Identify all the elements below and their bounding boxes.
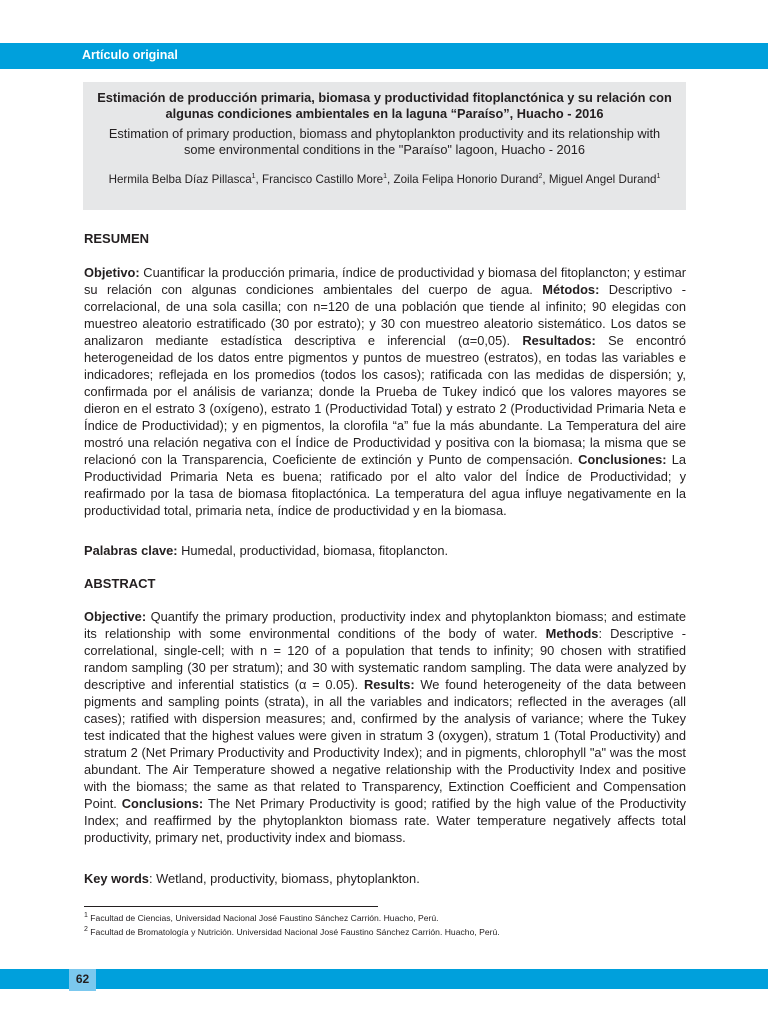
key-words-label: Key words bbox=[84, 871, 149, 886]
resumen-body bbox=[84, 264, 686, 519]
footnote-text: Facultad de Bromatología y Nutrición. Universidad Nacional José Faustino Sánchez Carrión. Huacho, Perú. bbox=[87, 926, 500, 937]
objetivo-text: Cuantificar la producción primaria, índice de productividad y biomasa del fitoplancton; y estimar su relación con algunas condiciones ambientales del cuerpo de agua. bbox=[84, 265, 686, 297]
footnote-2 bbox=[84, 924, 500, 938]
conclusions-label: Conclusions: bbox=[121, 796, 209, 811]
conclusions-text: The Net Primary Productivity is good; ratified by the high value of the Productivity Index; and reaffirmed by the phytoplankton biomass rate. Water temperature negatively affects total productivity, primary net, productivity index and biomass. bbox=[84, 796, 686, 845]
author-affiliation: 2 bbox=[538, 173, 543, 180]
author-affiliation: 1 bbox=[251, 173, 256, 180]
key-words-text: : Wetland, productivity, biomass, phytoplankton. bbox=[148, 871, 420, 886]
objective-label: Objective: bbox=[84, 609, 151, 624]
methods-label: Methods bbox=[545, 626, 599, 641]
author-name: Miguel Angel Durand bbox=[548, 172, 657, 186]
footnote-1 bbox=[84, 910, 500, 924]
footnotes bbox=[84, 910, 500, 938]
author-affiliation: 1 bbox=[656, 173, 661, 180]
palabras-clave bbox=[84, 542, 686, 559]
footnote-mark: 1 bbox=[84, 912, 88, 919]
page-number-box bbox=[69, 969, 96, 991]
page-number: 62 bbox=[75, 972, 90, 986]
palabras-clave-label: Palabras clave: bbox=[84, 543, 182, 558]
footnote-mark: 2 bbox=[84, 925, 88, 933]
resumen-heading: RESUMEN bbox=[84, 231, 150, 246]
section-banner bbox=[0, 43, 768, 69]
section-label: Artículo original bbox=[82, 48, 178, 62]
results-text: We found heterogeneity of the data between pigments and sampling points (strata), in all the variables and indicators; reflected in the averages (all cases); ratified with dispersion measures; and, confirmed by the analysis of variance; where the Tukey test indicated that the highest values were given in stratum 3 (oxygen), stratum 1 (Total Productivity) and stratum 2 (Net Primary Productivity and Productivity Index); and in pigments, chlorophyll "a" was the most abundant. The Air Temperature showed a negative relationship with the Productivity Index and positive with the biomass; the same as that related to Transparency, Extinction Coefficient and Compensation Point. bbox=[84, 677, 687, 811]
author-name: Hermila Belba Díaz Pillasca bbox=[108, 172, 252, 186]
abstract-body bbox=[84, 608, 686, 846]
author-affiliation: 1 bbox=[383, 173, 388, 180]
resultados-label: Resultados: bbox=[522, 333, 609, 348]
title-english: Estimation of primary production, biomass and phytoplankton productivity and its relationship with some environmental conditions in the "Paraíso" lagoon, Huacho - 2016 bbox=[108, 126, 661, 157]
objetivo-label: Objetivo: bbox=[84, 265, 144, 280]
conclusiones-label: Conclusiones: bbox=[578, 452, 672, 467]
methods-text: : Descriptive - correlational, single-cell; with n = 120 of a population that tends to infinity; 90 chosen with stratified random sampling (30 per stratum); and 30 with systematic random sampling. The data were analyzed by descriptive and inferential statistics (α = 0.05). bbox=[84, 626, 686, 692]
resultados-text: Se encontró heterogeneidad de los datos entre pigmentos y puntos de muestreo (estratos), en todas las variables e indicadores; reflejada en los promedios (todos los casos); ratificada con las medidas de dispersión; y, confirmada por el análisis de varianza; donde la Prueba de Tukey indicó que los valores mayores se dieron en el estrato 3 (oxígeno), estrato 1 (Productividad Total) y estrato 2 (Productividad Primaria Neta e Índice de Productividad); y en pigmentos, la clorofila “a” fue la más abundante. La Temperatura del aire mostró una relación negativa con el Índice de Productividad y positiva con la biomasa; la misma que se relacionó con la Transparencia, Coeficiente de extinción y Punto de compensación. bbox=[84, 333, 686, 467]
results-label: Results: bbox=[364, 677, 421, 692]
author-list: Hermila Belba Díaz Pillasca$^1$, Francisco Castillo More$^1$, Zoila Felipa Honorio Durand$^2$, Miguel Angel Durand$^1$ bbox=[108, 172, 661, 186]
author-name: Francisco Castillo More bbox=[262, 172, 384, 186]
abstract-heading: ABSTRACT bbox=[84, 576, 156, 591]
title-spanish: Estimación de producción primaria, biomasa y productividad fitoplanctónica y su relación con algunas condiciones ambientales en la laguna “Paraíso”, Huacho - 2016 bbox=[97, 90, 672, 121]
footnote-text: Facultad de Ciencias, Universidad Nacional José Faustino Sánchez Carrión. Huacho, Perú. bbox=[87, 912, 439, 923]
objective-text: Quantify the primary production, productivity index and phytoplankton biomass; and estimate its relationship with some environmental conditions of the body of water. bbox=[84, 609, 686, 641]
key-words bbox=[84, 870, 686, 887]
palabras-clave-text: Humedal, productividad, biomasa, fitoplancton. bbox=[181, 543, 449, 558]
footer-band bbox=[0, 969, 768, 989]
metodos-text: Descriptivo - correlacional, de una sola casilla; con n=120 de una población que tiende al infinito; 90 elegidas con muestreo aleatorio estratificado (30 por estrato); y 30 con muestreo aleatorio sistemático. Los datos se analizaron mediante estadística descriptiva e inferencial (α=0,05). bbox=[84, 282, 686, 348]
conclusiones-text: La Productividad Primaria Neta es buena; ratificado por el alto valor del Índice de Productividad; y reafirmado por la tasa de biomasa fitoplactónica. La temperatura del agua influye negativamente en la productividad total, primaria neta, índice de productividad y en la biomasa. bbox=[84, 452, 686, 518]
metodos-label: Métodos: bbox=[542, 282, 609, 297]
footnote-divider bbox=[84, 906, 378, 907]
author-name: Zoila Felipa Honorio Durand bbox=[393, 172, 539, 186]
title-block bbox=[83, 82, 686, 210]
